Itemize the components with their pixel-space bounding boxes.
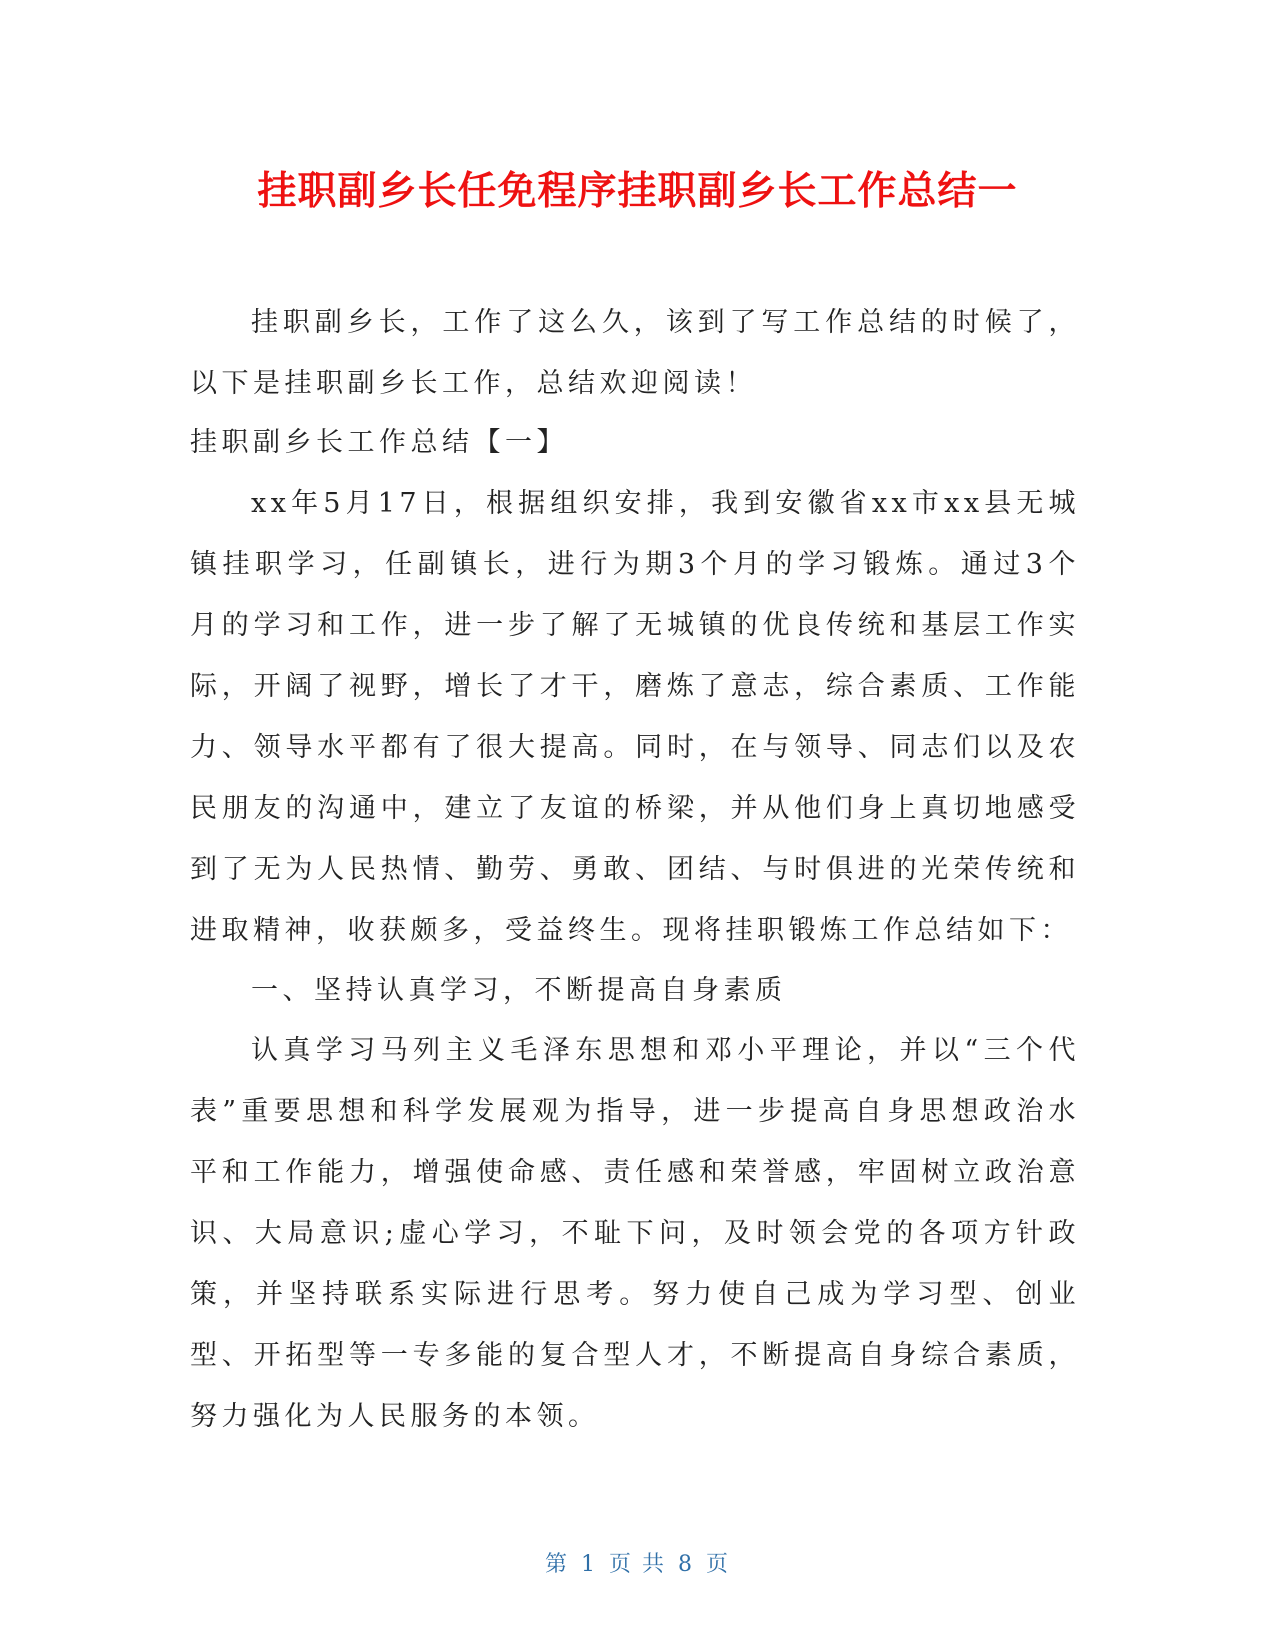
footer-current-page: 1 — [581, 1552, 597, 1577]
footer-suffix: 页 — [706, 1552, 731, 1577]
intro-paragraph: 挂职副乡长，工作了这么久，该到了写工作总结的时候了，以下是挂职副乡长工作，总结欢迎阅读！ — [190, 307, 1080, 399]
subheading-1: 一、坚持认真学习，不断提高自身素质 — [251, 975, 787, 1006]
body-paragraph-2: 认真学习马列主义毛泽东思想和邓小平理论，并以“三个代表”重要思想和科学发展观为指导，进一步提高自身思想政治水平和工作能力，增强使命感、责任感和荣誉感，牢固树立政治意识、大局意识;虚心学习，不耻下问，及时领会党的各项方针政策，并坚持联系实际进行思考。努力使自己成为学习型、创业型、开拓型等一专多能的复合型人才，不断提高自身综合素质，努力强化为人民服务的本领。 — [190, 1035, 1080, 1432]
page-footer — [0, 1547, 1275, 1578]
footer-total-pages: 8 — [678, 1552, 694, 1577]
body-paragraph-1: xx年5月17日，根据组织安排，我到安徽省xx市xx县无城镇挂职学习，任副镇长，进行为期3个月的学习锻炼。通过3个月的学习和工作，进一步了解了无城镇的优良传统和基层工作实际，开阔了视野，增长了才干，磨炼了意志，综合素质、工作能力、领导水平都有了很大提高。同时，在与领导、同志们以及农民朋友的沟通中，建立了友谊的桥梁，并从他们身上真切地感受到了无为人民热情、勤劳、勇敢、团结、与时俱进的光荣传统和进取精神，收获颇多，受益终生。现将挂职锻炼工作总结如下： — [190, 488, 1080, 946]
footer-prefix: 第 — [544, 1552, 569, 1577]
footer-middle: 页 共 — [609, 1552, 666, 1577]
section-title: 挂职副乡长工作总结【一】 — [190, 427, 568, 458]
document-title: 挂职副乡长任免程序挂职副乡长工作总结一 — [257, 169, 1018, 214]
